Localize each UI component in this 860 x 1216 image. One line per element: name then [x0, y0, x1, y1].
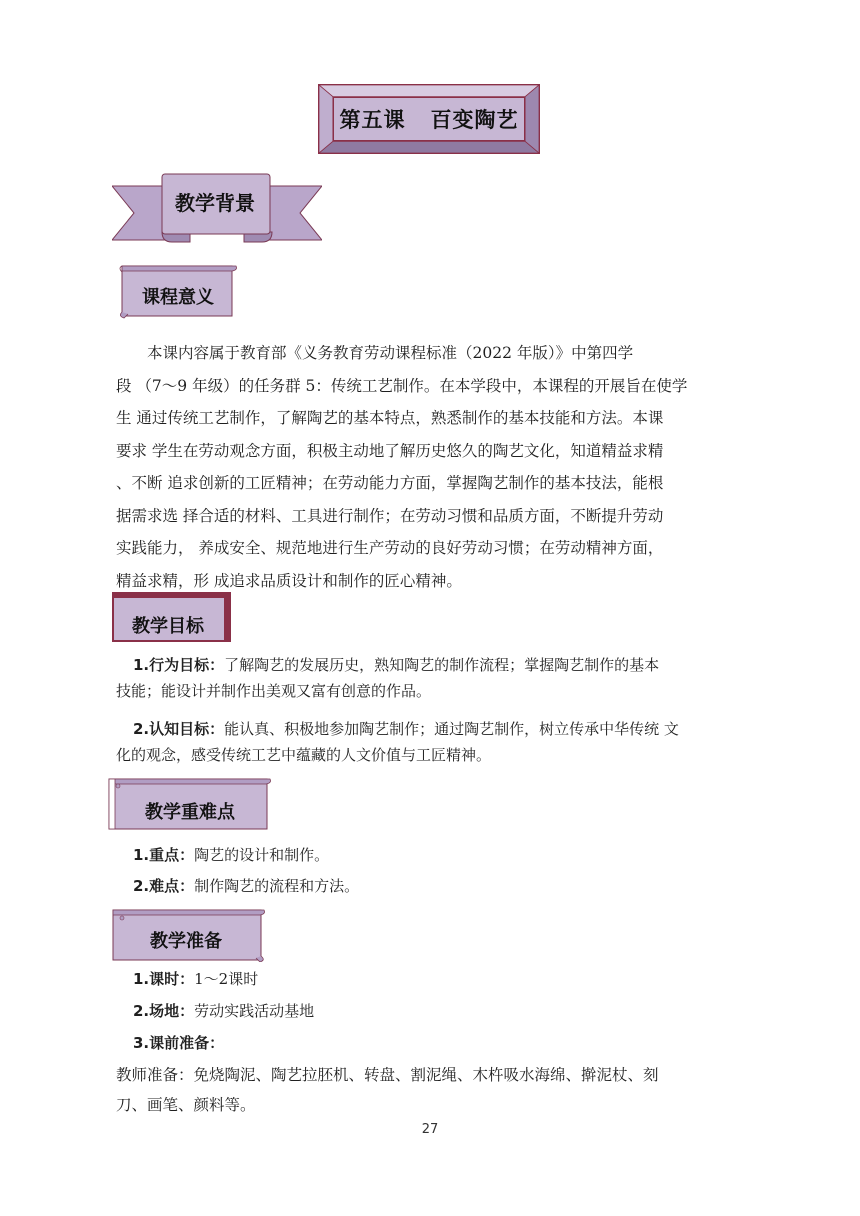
section-heading-background: 教学背景 [175, 190, 255, 215]
title-inner [333, 97, 525, 141]
significance-line: 据需求选 择合适的材料、工具进行制作；在劳动习惯和品质方面，不断提升劳动 [116, 506, 664, 525]
section-heading-preparation: 教学准备 [150, 931, 222, 952]
significance-line: 要求 学生在劳动观念方面，积极主动地了解历史悠久的陶艺文化，知道精益求精 [116, 441, 664, 460]
significance-line: 实践能力， 养成安全、规范地进行生产劳动的良好劳动习惯；在劳动精神方面， [116, 539, 664, 557]
teacher-prep-paragraph [116, 1060, 744, 1120]
significance-line: 生 通过传统工艺制作，了解陶艺的基本特点，熟悉制作的基本技能和方法。本课 [116, 409, 664, 427]
significance-line: 精益求精，形 成追求品质设计和制作的匠心精神。 [116, 571, 462, 590]
section-heading-goals: 教学目标 [132, 616, 204, 637]
section-heading-significance: 课程意义 [142, 287, 214, 308]
key-point-label: 1.重点： [133, 846, 195, 864]
goal-text-cont: 化的观念，感受传统工艺中蕴藏的人文价值与工匠精神。 [116, 746, 492, 764]
section-heading-key-points: 教学重难点 [145, 802, 235, 823]
significance-line: 、不断 追求创新的工匠精神；在劳动能力方面，掌握陶艺制作的基本技法，能根 [116, 474, 664, 492]
key-point-label: 2.难点： [133, 877, 195, 895]
goal-label: 2.认知目标： [133, 720, 225, 738]
goal-text: 能认真、积极地参加陶艺制作；通过陶艺制作，树立传承中华传统 文 [224, 720, 679, 738]
lesson-title-box [318, 84, 540, 154]
prep-label: 2.场地： [133, 1002, 195, 1020]
teacher-prep-line: 教师准备：免烧陶泥、陶艺拉胚机、转盘、割泥绳、木杵吸水海绵、擀泥杖、刻 [116, 1066, 659, 1084]
lesson-title: 第五课 百变陶艺 [339, 108, 519, 132]
significance-line: 本课内容属于教育部《义务教育劳动课程标准（2022 年版）》中第四学 [147, 344, 634, 362]
key-point-text: 陶艺的设计和制作。 [194, 846, 330, 864]
prep-item-hours [133, 966, 733, 992]
prep-item-venue [133, 998, 733, 1024]
goal-item-cognitive [116, 716, 746, 768]
prep-label: 3.课前准备： [133, 1034, 225, 1052]
prep-text: 劳动实践活动基地 [194, 1002, 315, 1020]
significance-paragraph [116, 337, 744, 597]
goal-text-cont: 技能；能设计并制作出美观又富有创意的作品。 [116, 682, 432, 700]
prep-text: 1～2课时 [194, 970, 259, 988]
goal-label: 1.行为目标： [133, 656, 225, 674]
key-point-item [133, 873, 733, 899]
page-number: 27 [421, 1122, 439, 1137]
significance-line: 段 （7～9 年级）的任务群 5：传统工艺制作。在本学段中，本课程的开展旨在使学 [116, 376, 688, 395]
teacher-prep-line: 刀、画笔、颜料等。 [116, 1096, 256, 1114]
key-point-text: 制作陶艺的流程和方法。 [194, 877, 360, 895]
goal-text: 了解陶艺的发展历史，熟知陶艺的制作流程；掌握陶艺制作的基本 [224, 656, 660, 674]
prep-label: 1.课时： [133, 970, 195, 988]
goal-item-behavior [116, 652, 746, 704]
key-point-item [133, 842, 733, 868]
prep-item-pre-class [133, 1030, 733, 1056]
